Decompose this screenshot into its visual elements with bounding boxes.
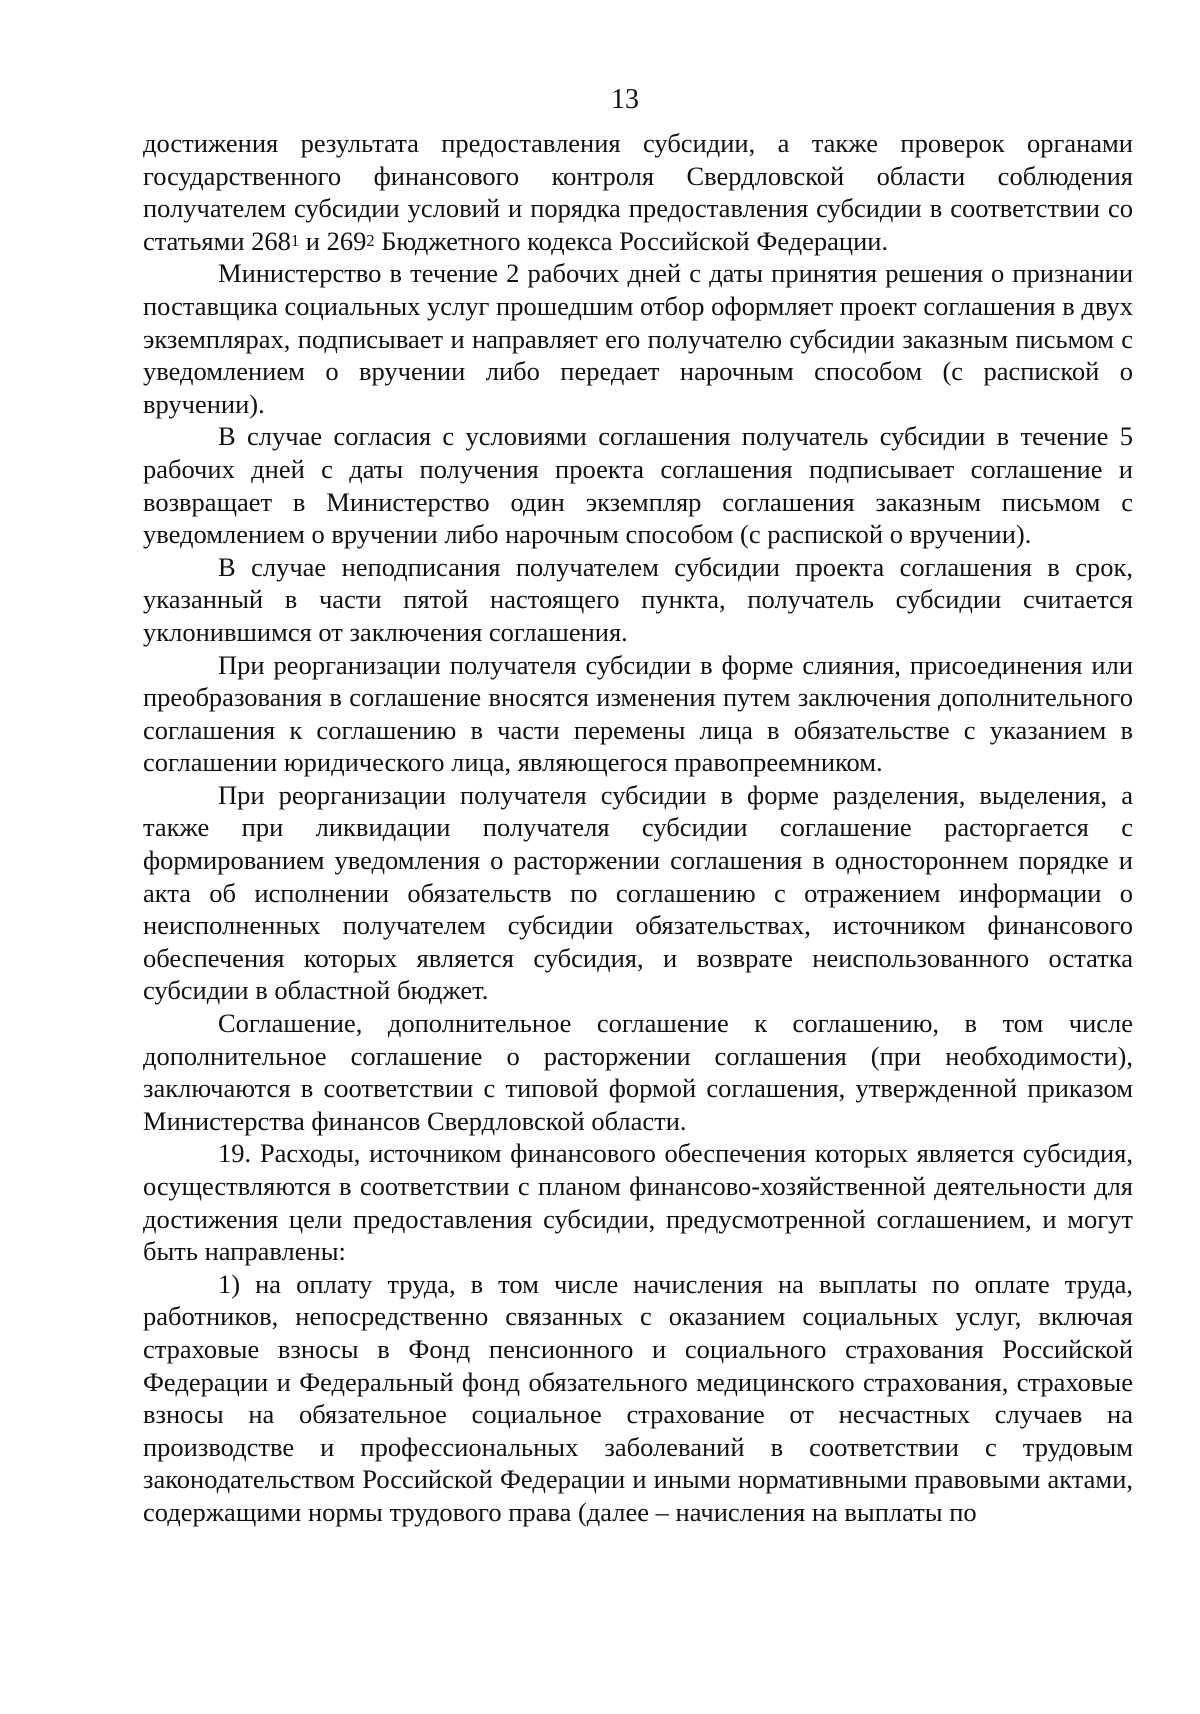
paragraph-subitem-1: 1) на оплату труда, в том числе начисления на выплаты по оплате труда, работников, непосредственно связанных с оказанием социальных услуг, включая страховые взносы в Фонд пенсионного и социального страхования Российской Федерации и Федеральный фонд обязательного медицинского страхования, страховые взносы на обязательное социальное страхование от несчастных случаев на производстве и профессиональных заболеваний в соответствии с трудовым законодательством Российской Федерации и иными нормативными правовыми актами, содержащими нормы трудового права (далее – начисления на выплаты по: [143, 1268, 1133, 1527]
paragraph-text-part: и 269: [299, 225, 367, 256]
paragraph-text-part: достижения результата предоставления субсидии, а также проверок органами государственного финансового контроля Свердловской области соблюдения получателем субсидии условий и порядка предоставления субсидии в соответствии со статьями 268: [143, 128, 1133, 256]
superscript-2: 2: [366, 230, 375, 250]
paragraph: Министерство в течение 2 рабочих дней с даты принятия решения о признании поставщика социальных услуг прошедшим отбор оформляет проект соглашения в двух экземплярах, подписывает и направляет его получателю субсидии заказным письмом с уведомлением о вручении либо передает нарочным способом (с распиской о вручении).: [143, 258, 1133, 419]
paragraph: В случае согласия с условиями соглашения получатель субсидии в течение 5 рабочих дней с даты получения проекта соглашения подписывает соглашение и возвращает в Министерство один экземпляр соглашения заказным письмом с уведомлением о вручении либо нарочным способом (с распиской о вручении).: [143, 421, 1133, 550]
page-number: 13: [611, 84, 639, 115]
paragraph-text-part: Бюджетного кодекса Российской Федерации.: [374, 225, 889, 256]
paragraph-item-19: 19. Расходы, источником финансового обеспечения которых является субсидия, осуществляются в соответствии с планом финансово-хозяйственной деятельности для достижения цели предоставления субсидии, предусмотренной соглашением, и могут быть направлены:: [143, 1138, 1133, 1267]
paragraph: Соглашение, дополнительное соглашение к соглашению, в том числе дополнительное соглашение о расторжении соглашения (при необходимости), заключаются в соответствии с типовой формой соглашения, утвержденной приказом Министерства финансов Свердловской области.: [143, 1008, 1133, 1136]
paragraph-continuation: [143, 127, 1133, 257]
paragraph: При реорганизации получателя субсидии в форме разделения, выделения, а также при ликвидации получателя субсидии соглашение расторгается с формированием уведомления о расторжении соглашения в одностороннем порядке и акта об исполнении обязательств по соглашению с отражением информации о неисполненных получателем субсидии обязательствах, источником финансового обеспечения которых является субсидия, и возврате неиспользованного остатка субсидии в областной бюджет.: [143, 779, 1133, 1006]
paragraph: При реорганизации получателя субсидии в форме слияния, присоединения или преобразования в соглашение вносятся изменения путем заключения дополнительного соглашения к соглашению в части перемены лица в обязательстве с указанием в соглашении юридического лица, являющегося правопреемником.: [143, 649, 1133, 778]
paragraph: В случае неподписания получателем субсидии проекта соглашения в срок, указанный в части пятой настоящего пункта, получатель субсидии считается уклонившимся от заключения соглашения.: [143, 551, 1133, 647]
superscript-1: 1: [290, 230, 300, 250]
document-body: [143, 127, 1133, 1529]
